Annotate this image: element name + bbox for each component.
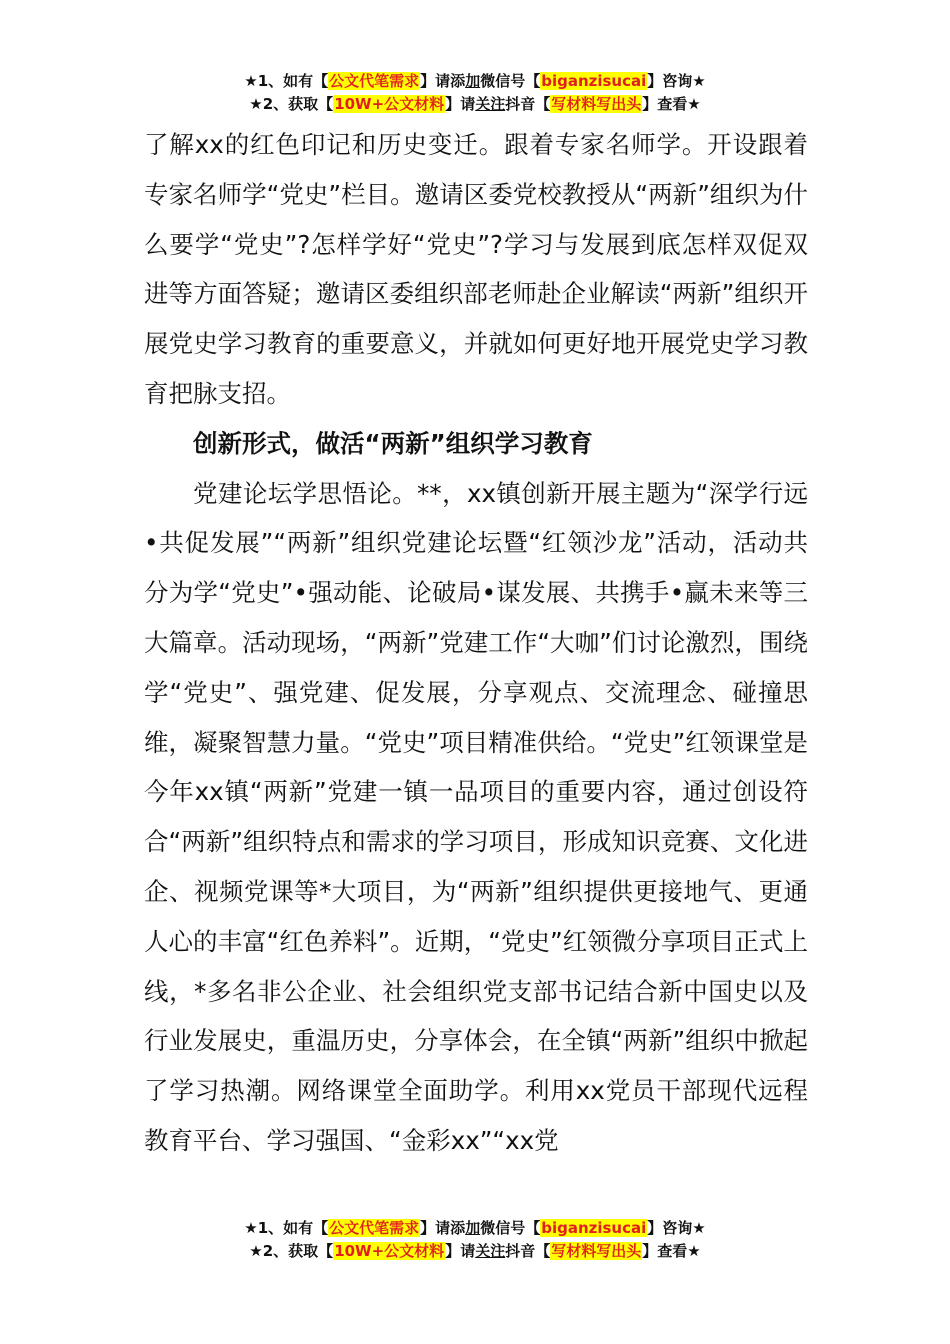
highlight-wechat-id: biganzisucai: [541, 72, 647, 90]
body-paragraph-1: 了解xx的红色印记和历史变迁。跟着专家名师学。开设跟着专家名师学“党史”栏目。邀请区委党校教授从“两新”组织为什么要学“党史”?怎样学好“党史”?学习与发展到底怎样双促双进等方面答疑；邀请区委组织部老师赴企业解读“两新”组织开展党史学习教育的重要意义，并就如何更好地开展党史学习教育把脉支招。: [144, 130, 808, 408]
highlight-douyin-account: 写材料写出头: [551, 1242, 642, 1260]
document-body: [144, 120, 808, 1166]
highlight-materials: 10W+公文材料: [334, 1242, 445, 1260]
promo-line-1: ★1、如有【公文代笔需求】请添加微信号【biganzisucai】咨询★: [244, 1219, 706, 1237]
bottom-promo-banner: [0, 1217, 950, 1263]
highlight-wechat-id: biganzisucai: [541, 1219, 647, 1237]
highlight-materials: 10W+公文材料: [334, 95, 445, 113]
promo-line-1: ★1、如有【公文代笔需求】请添加微信号【biganzisucai】咨询★: [244, 72, 706, 90]
highlight-douyin-account: 写材料写出头: [551, 95, 642, 113]
body-paragraph-2: 党建论坛学思悟论。**，xx镇创新开展主题为“深学行远•共促发展”“两新”组织党建论坛暨“红领沙龙”活动，活动共分为学“党史”•强动能、论破局•谋发展、共携手•赢未来等三大篇章。活动现场，“两新”党建工作“大咖”们讨论激烈，围绕学“党史”、强党建、促发展，分享观点、交流理念、碰撞思维，凝聚智慧力量。“党史”项目精准供给。“党史”红领课堂是今年xx镇“两新”党建一镇一品项目的重要内容，通过创设符合“两新”组织特点和需求的学习项目，形成知识竞赛、文化进企、视频党课等*大项目，为“两新”组织提供更接地气、更通人心的丰富“红色养料”。近期，“党史”红领微分享项目正式上线，*多名非公企业、社会组织党支部书记结合新中国史以及行业发展史，重温历史，分享体会，在全镇“两新”组织中掀起了学习热潮。网络课堂全面助学。利用xx党员干部现代远程教育平台、学习强国、“金彩xx”“xx党: [144, 478, 808, 1155]
promo-line-2: ★2、获取【10W+公文材料】请关注抖音【写材料写出头】查看★: [249, 1242, 701, 1260]
highlight-service: 公文代笔需求: [329, 1219, 420, 1237]
highlight-service: 公文代笔需求: [329, 72, 420, 90]
promo-line-2: ★2、获取【10W+公文材料】请关注抖音【写材料写出头】查看★: [249, 95, 701, 113]
top-promo-banner: [0, 70, 950, 116]
section-heading: 创新形式，做活“两新”组织学习教育: [193, 428, 593, 458]
